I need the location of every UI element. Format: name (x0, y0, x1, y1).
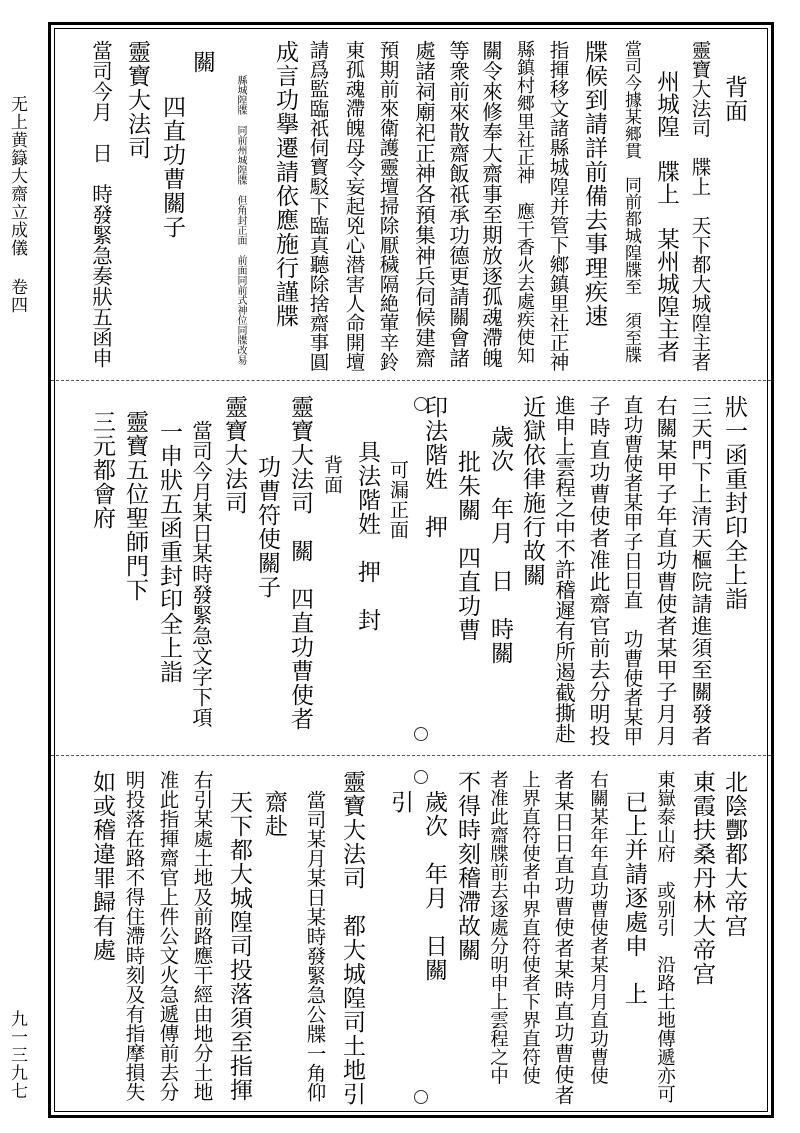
top-col-3: 州城隍 牒上 某州城隍主者 (653, 70, 680, 363)
bot-col-17: 准此指揮齋官上件公文火急遞傳前去分 (156, 770, 180, 1102)
circle-mark-2 (414, 727, 428, 741)
mid-col-14: 靈寶大法司 關 四直功曹使者 (287, 395, 313, 731)
top-col-16: 關 (189, 50, 215, 74)
mid-col-13: 背面 (321, 455, 343, 495)
top-col-9: 等衆前來散齋飯祇承功德更請關會諸 (445, 40, 470, 368)
page-number: 九一三九七 (7, 1010, 27, 1100)
bot-col-12: 靈寶大法司 都大城隍司土地引 (339, 770, 365, 1106)
bot-col-10: 歲次 年月 日關 (421, 790, 447, 982)
top-col-8: 關令來修奉大齋事至期放逐孤魂滯魄 (478, 40, 503, 368)
bot-col-6: 者某日日直功曹使者某時直功曹使者 (551, 770, 575, 1106)
bot-col-18: 明投落在路不得住滯時刻及有指摩損失 (122, 770, 146, 1102)
mid-col-20: 三元都會府 (89, 410, 115, 530)
bot-col-7: 上界直符使者中界直符使者下界直符使 (519, 770, 541, 1085)
bot-col-16: 右引某處土地及前路應干經由地分土地 (190, 770, 214, 1102)
mid-col-5: 子時直功曹使者准此齋官前去分明投 (587, 395, 611, 747)
bot-col-4: 已上并請逐處申 上 (621, 790, 647, 1006)
mid-col-17: 當司今月某日某時發緊急文字下項 (188, 420, 213, 728)
bot-col-1: 北陰酆都大帝宫 (721, 770, 747, 938)
bot-col-9: 不得時刻稽滯故關 (454, 770, 480, 962)
top-col-14: 成言功擧遷請依應施行謹牒 (272, 40, 298, 328)
panel-divider-top (51, 380, 771, 381)
mid-col-6: 進申上雲程之中不許稽遲有所遏截撕赴 (551, 395, 576, 744)
panel-divider-bottom (51, 755, 771, 756)
top-col-5: 牒候到請詳前備去事理疾速 (581, 40, 607, 328)
top-col-18: 靈寶大法司 (124, 40, 150, 160)
mid-col-11: 可漏正面 (387, 460, 409, 540)
top-col-6: 指揮移文諸縣城隍并管下鄉鎮里社正神 (546, 40, 570, 372)
mid-col-4: 直功曹使者某甲子日日直 功曹使者某甲 (620, 395, 644, 746)
book-title: 无上黄籙大齋立成儀 卷四 (7, 95, 27, 314)
top-col-15: 縣城隍牒 同前州城隍牒 但角封正面 前面同前式神位同牒改易 (235, 75, 246, 365)
mid-col-15: 功曹符使關子 (254, 455, 280, 599)
top-col-4: 當司今據某郷貫 同前都城隍牒至 須至牒 (621, 40, 641, 363)
top-col-11: 預期前來衛護靈壇掃除厭穢隔絶葷辛鈴 (376, 40, 400, 372)
circle-mark-3 (414, 770, 428, 784)
bot-col-14: 齋赴 (261, 790, 287, 838)
top-col-19: 當司今月 日 時發緊急奏狀五函申 (88, 40, 113, 368)
mid-col-12: 具法階姓 押 封 (354, 440, 380, 632)
circle-mark-4 (414, 1090, 428, 1104)
circle-mark-1 (414, 397, 428, 411)
mid-col-10: 印法階姓 押 (421, 395, 447, 539)
top-col-7: 縣鎮村郷里社正神 應干香火去處疾使知 (514, 40, 535, 364)
top-col-2: 靈寶大法司 牒上 天下都大城隍主者 (688, 40, 712, 372)
mid-col-18: 一申狀五函重封印全上詣 (156, 420, 182, 684)
mid-col-1: 狀一函重封印全上詣 (721, 395, 747, 611)
mid-col-2: 三天門下上清天樞院請進須至關發者 (689, 395, 713, 747)
top-col-17: 四直功曹關子 (159, 95, 185, 239)
bot-col-2: 東霞扶桑丹林大帝宫 (689, 770, 715, 986)
top-col-12: 東孤魂滯魄母令妄起兇心潜害人命開壇 (342, 40, 366, 372)
mid-col-3: 右關某甲子年直功曹使者某甲子月月 (654, 395, 678, 747)
top-col-10: 處諸祠廟祀正神各預集神兵伺候建齋 (411, 40, 436, 368)
bot-col-11: 引 (387, 790, 413, 814)
bot-col-13: 當司某月某日某時發緊急公牒一角仰 (303, 790, 327, 1102)
bot-col-19: 如或稽違罪歸有處 (89, 770, 115, 962)
bot-col-3: 東嶽泰山府 或别引 沿路土地傳遞亦可 (654, 770, 676, 1103)
mid-col-8: 歲次 年月 日 時關 (487, 425, 513, 665)
top-col-13: 請爲監臨祇伺寳駁下臨真聽除捨齋事圓 (306, 40, 330, 372)
mid-col-19: 靈寶五位聖師門下 (122, 410, 148, 602)
mid-col-7: 近獄依律施行故關 (519, 395, 545, 587)
top-col-1: 背面 (721, 75, 747, 123)
bot-col-5: 右關某年年直功曹使者某月月直功曹使 (587, 770, 609, 1085)
bot-col-8: 者准此齋牒前去逐處分明申上雲程之中 (487, 770, 509, 1085)
bot-col-15: 天下都大城隍司投落須至指揮 (226, 790, 252, 1102)
mid-col-9: 批朱關 四直功曹 (454, 450, 480, 642)
mid-col-16: 靈寶大法司 (221, 395, 247, 515)
